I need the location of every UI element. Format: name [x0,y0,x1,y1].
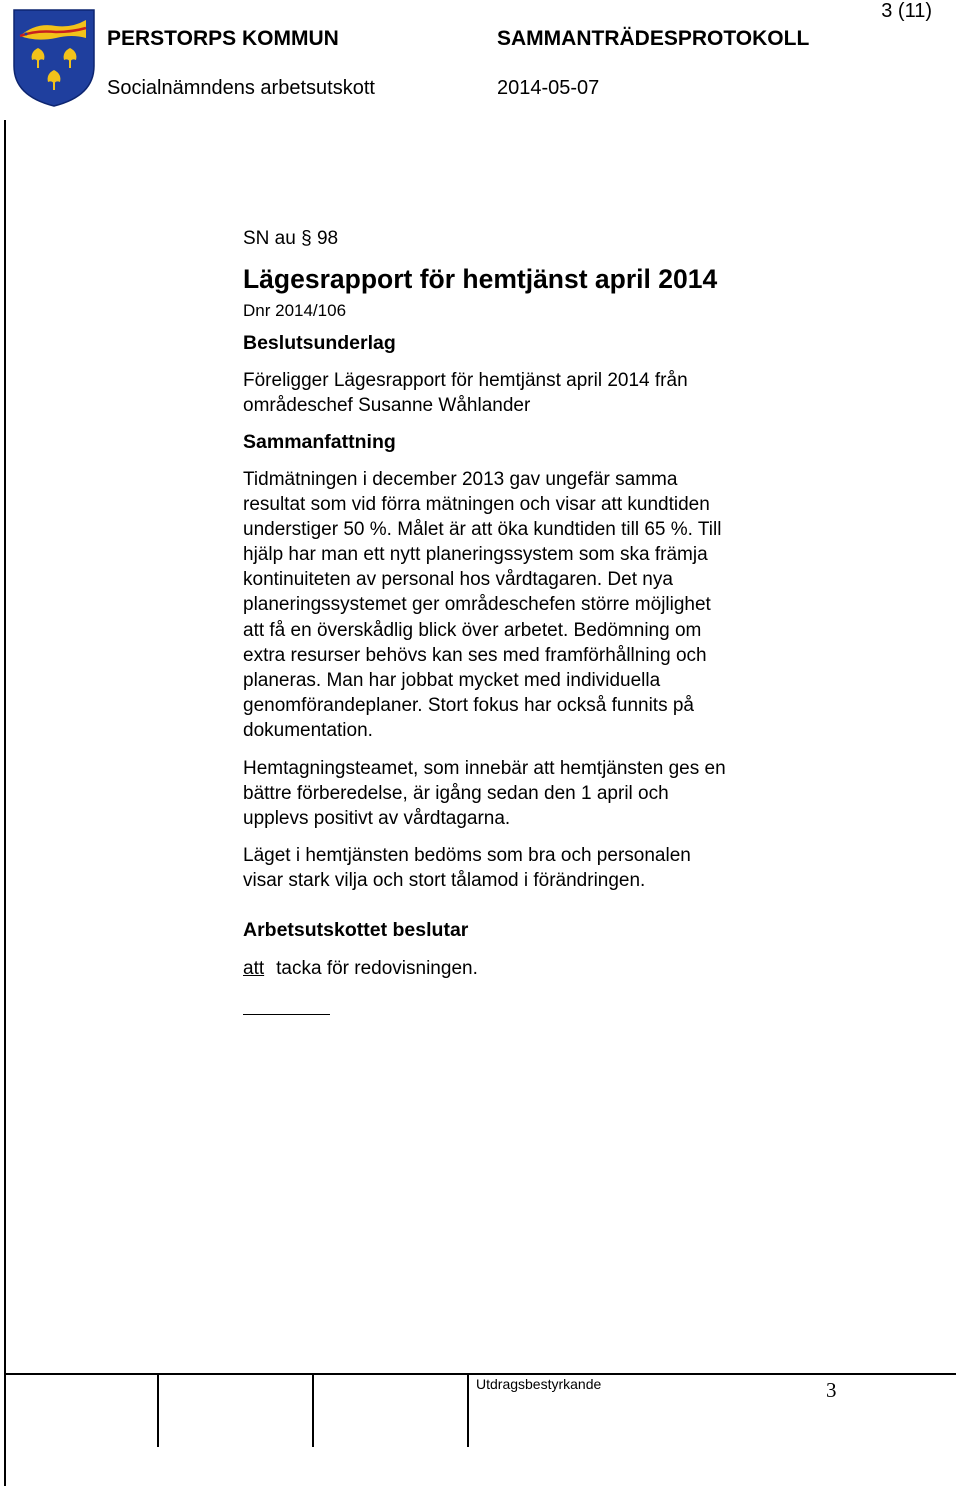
text-line: planeringssystemet ger områdeschefen större möjlighet [243,594,711,616]
text-line: att få en överskådlig blick över arbetet. Bedömning om [243,619,702,641]
beslut-text [243,956,823,981]
text-line: områdeschef Susanne Wåhlander [243,395,531,417]
end-rule [243,1014,330,1015]
text-line: planeras. Man har jobbat mycket med individuella [243,669,661,691]
text-line: visar stark vilja och stort tålamod i förändringen. [243,870,646,892]
section-num-value: 98 [316,228,339,249]
signature-box-divider [312,1373,314,1447]
text-line: resultat som vid förra mätningen och visar att kundtiden [243,494,710,516]
signature-box-divider [157,1373,159,1447]
beslutsunderlag-heading: Beslutsunderlag [243,332,396,354]
signature-box-divider [467,1373,469,1447]
beslutsunderlag-text [243,368,823,418]
text-line: Tidmätningen i december 2013 gav ungefär samma [243,469,678,490]
sammanfattning-paragraph-2 [243,756,823,831]
committee-name: Socialnämndens arbetsutskott [107,77,375,99]
text-line: kontinuiteten av personal hos vårdtagaren. Det nya [243,569,673,591]
footer-divider [4,1373,956,1375]
footer-certification-label: Utdragsbestyrkande [476,1376,602,1392]
coat-of-arms-icon [12,8,96,108]
footer-page-number: 3 [826,1378,837,1402]
text-line: genomförandeplaner. Stort fokus har också funnits på [243,694,694,716]
att-keyword: att [243,958,265,979]
sammanfattning-paragraph-3 [243,843,823,893]
page-title: Lägesrapport för hemtjänst april 2014 [243,264,718,294]
section-prefix: SN au [243,228,296,249]
text-line: upplevs positivt av vårdtagarna. [243,808,511,830]
section-number [243,226,823,251]
text-line: dokumentation. [243,719,373,741]
text-line: bättre förberedelse, är igång sedan den 1 april och [243,783,669,805]
text-line: Läget i hemtjänsten bedöms som bra och personalen [243,845,691,866]
text-line: extra resurser behövs kan ses med framförhållning och [243,644,707,666]
page-indicator: 3 (11) [881,0,932,22]
text-line: hjälp har man ett nytt planeringssystem som ska främja [243,544,708,566]
sammanfattning-heading: Sammanfattning [243,431,396,453]
diary-number: Dnr 2014/106 [243,301,347,320]
left-margin-line [4,120,6,1486]
text-line: understiger 50 %. Målet är att öka kundtiden till 65 %. Till [243,519,722,541]
sammanfattning-paragraph-1 [243,467,823,743]
document-type: SAMMANTRÄDESPROTOKOLL [497,27,810,50]
paragraph-symbol: § [301,228,312,249]
meeting-date: 2014-05-07 [497,77,600,99]
text-line: Föreligger Lägesrapport för hemtjänst april 2014 från [243,370,688,391]
municipality-name: PERSTORPS KOMMUN [107,27,339,50]
beslut-body: tacka för redovisningen. [276,958,478,979]
text-line: Hemtagningsteamet, som innebär att hemtjänsten ges en [243,758,726,779]
beslut-heading: Arbetsutskottet beslutar [243,919,469,941]
